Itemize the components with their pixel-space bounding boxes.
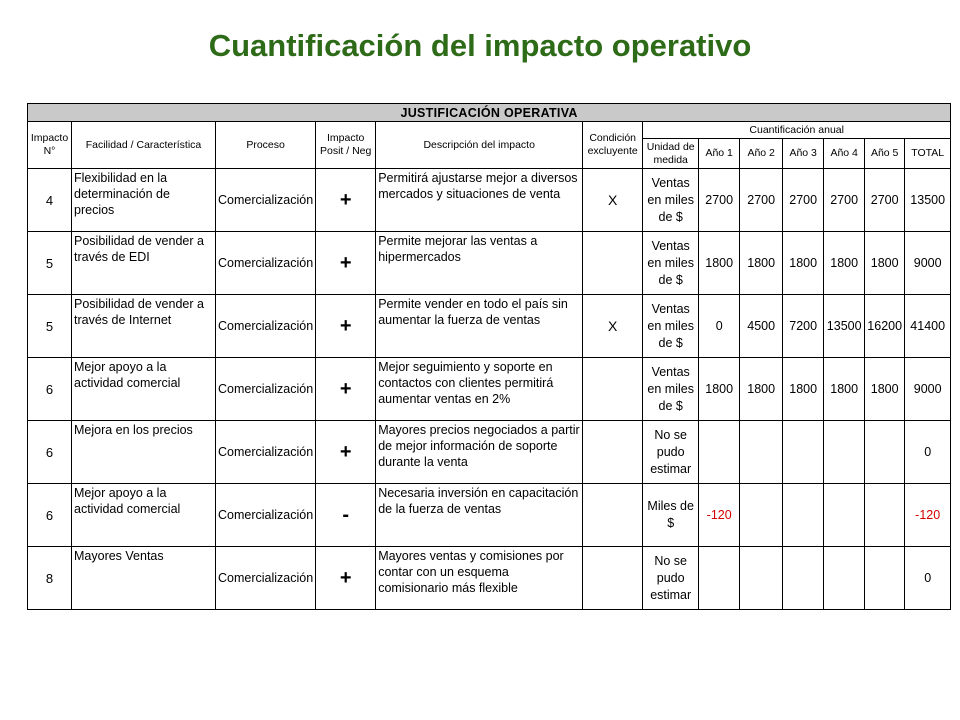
facilidad-cell: Mayores Ventas: [72, 547, 216, 610]
table-row: [28, 358, 951, 421]
table-row: [28, 169, 951, 232]
facilidad-cell: Mejor apoyo a la actividad comercial: [72, 358, 216, 421]
anio-4-value: 1800: [824, 232, 865, 295]
header-condicion: Condición excluyente: [583, 122, 643, 169]
impacto-number: 8: [28, 547, 72, 610]
table-row: [28, 232, 951, 295]
condicion-cell: X: [583, 295, 643, 358]
header-impacto-posit-neg: Impacto Posit / Neg: [316, 122, 376, 169]
anio-5-value: [865, 547, 905, 610]
header-total: TOTAL: [905, 139, 951, 169]
anio-4-value: [824, 484, 865, 547]
header-anio-2: Año 2: [740, 139, 783, 169]
anio-4-value: 2700: [824, 169, 865, 232]
anio-4-value: [824, 547, 865, 610]
unidad-cell: Ventas en miles de $: [643, 169, 699, 232]
impacto-number: 6: [28, 421, 72, 484]
anio-2-value: [740, 484, 783, 547]
impacto-number: 5: [28, 232, 72, 295]
total-value: 9000: [905, 358, 951, 421]
anio-3-value: [783, 421, 824, 484]
facilidad-cell: Mejora en los precios: [72, 421, 216, 484]
table-row: [28, 295, 951, 358]
descripcion-cell: Permite vender en todo el país sin aumentar la fuerza de ventas: [376, 295, 583, 358]
anio-3-value: [783, 484, 824, 547]
impact-sign: +: [316, 358, 376, 421]
header-facilidad: Facilidad / Característica: [72, 122, 216, 169]
facilidad-cell: Posibilidad de vender a través de Internet: [72, 295, 216, 358]
impacto-number: 5: [28, 295, 72, 358]
facilidad-cell: Flexibilidad en la determinación de precios: [72, 169, 216, 232]
impacto-number: 4: [28, 169, 72, 232]
unidad-cell: No se pudo estimar: [643, 547, 699, 610]
total-value: 9000: [905, 232, 951, 295]
header-unidad: Unidad de medida: [643, 139, 699, 169]
anio-2-value: [740, 421, 783, 484]
total-value: -120: [905, 484, 951, 547]
facilidad-cell: Mejor apoyo a la actividad comercial: [72, 484, 216, 547]
anio-1-value: [699, 421, 740, 484]
header-anio-5: Año 5: [865, 139, 905, 169]
unidad-cell: Ventas en miles de $: [643, 232, 699, 295]
total-value: 0: [905, 547, 951, 610]
page-title: Cuantificación del impacto operativo: [208, 28, 752, 63]
condicion-cell: [583, 484, 643, 547]
anio-2-value: [740, 547, 783, 610]
table-row: [28, 421, 951, 484]
anio-5-value: [865, 421, 905, 484]
anio-4-value: 13500: [824, 295, 865, 358]
anio-1-value: -120: [699, 484, 740, 547]
impact-sign: -: [316, 484, 376, 547]
anio-3-value: 2700: [783, 169, 824, 232]
descripcion-cell: Necesaria inversión en capacitación de la fuerza de ventas: [376, 484, 583, 547]
anio-1-value: 1800: [699, 358, 740, 421]
unidad-cell: No se pudo estimar: [643, 421, 699, 484]
anio-5-value: [865, 484, 905, 547]
descripcion-cell: Permitirá ajustarse mejor a diversos mercados y situaciones de venta: [376, 169, 583, 232]
impacto-number: 6: [28, 358, 72, 421]
impacto-number: 6: [28, 484, 72, 547]
impact-sign: +: [316, 232, 376, 295]
anio-4-value: [824, 421, 865, 484]
anio-4-value: 1800: [824, 358, 865, 421]
anio-5-value: 1800: [865, 232, 905, 295]
condicion-cell: [583, 421, 643, 484]
anio-5-value: 2700: [865, 169, 905, 232]
anio-2-value: 2700: [740, 169, 783, 232]
facilidad-cell: Posibilidad de vender a través de EDI: [72, 232, 216, 295]
anio-1-value: 1800: [699, 232, 740, 295]
condicion-cell: [583, 358, 643, 421]
total-value: 0: [905, 421, 951, 484]
proceso-cell: Comercialización: [216, 169, 316, 232]
total-value: 13500: [905, 169, 951, 232]
unidad-cell: Ventas en miles de $: [643, 295, 699, 358]
impact-sign: +: [316, 295, 376, 358]
proceso-cell: Comercialización: [216, 421, 316, 484]
anio-2-value: 1800: [740, 232, 783, 295]
total-value: 41400: [905, 295, 951, 358]
anio-2-value: 1800: [740, 358, 783, 421]
anio-5-value: 16200: [865, 295, 905, 358]
header-impacto-no: Impacto N°: [28, 122, 72, 169]
anio-3-value: 7200: [783, 295, 824, 358]
proceso-cell: Comercialización: [216, 547, 316, 610]
proceso-cell: Comercialización: [216, 295, 316, 358]
unidad-cell: Miles de $: [643, 484, 699, 547]
table-row: [28, 547, 951, 610]
condicion-cell: [583, 232, 643, 295]
proceso-cell: Comercialización: [216, 358, 316, 421]
descripcion-cell: Mayores precios negociados a partir de mejor información de soporte durante la venta: [376, 421, 583, 484]
condicion-cell: X: [583, 169, 643, 232]
anio-2-value: 4500: [740, 295, 783, 358]
header-anio-1: Año 1: [699, 139, 740, 169]
proceso-cell: Comercialización: [216, 484, 316, 547]
condicion-cell: [583, 547, 643, 610]
anio-5-value: 1800: [865, 358, 905, 421]
descripcion-cell: Mayores ventas y comisiones por contar con un esquema comisionario más flexible: [376, 547, 583, 610]
anio-1-value: 2700: [699, 169, 740, 232]
justification-table: [27, 103, 951, 610]
anio-3-value: 1800: [783, 232, 824, 295]
impact-sign: +: [316, 421, 376, 484]
unidad-cell: Ventas en miles de $: [643, 358, 699, 421]
impact-sign: +: [316, 169, 376, 232]
header-descripcion: Descripción del impacto: [376, 122, 583, 169]
proceso-cell: Comercialización: [216, 232, 316, 295]
header-anio-3: Año 3: [783, 139, 824, 169]
anio-3-value: [783, 547, 824, 610]
header-cuantificacion: Cuantificación anual: [643, 122, 951, 139]
header-proceso: Proceso: [216, 122, 316, 169]
anio-1-value: 0: [699, 295, 740, 358]
anio-3-value: 1800: [783, 358, 824, 421]
header-anio-4: Año 4: [824, 139, 865, 169]
table-banner: JUSTIFICACIÓN OPERATIVA: [28, 104, 951, 122]
descripcion-cell: Permite mejorar las ventas a hipermercados: [376, 232, 583, 295]
descripcion-cell: Mejor seguimiento y soporte en contactos con clientes permitirá aumentar ventas en 2%: [376, 358, 583, 421]
justification-table-container: [27, 103, 951, 610]
anio-1-value: [699, 547, 740, 610]
table-row: [28, 484, 951, 547]
impact-sign: +: [316, 547, 376, 610]
